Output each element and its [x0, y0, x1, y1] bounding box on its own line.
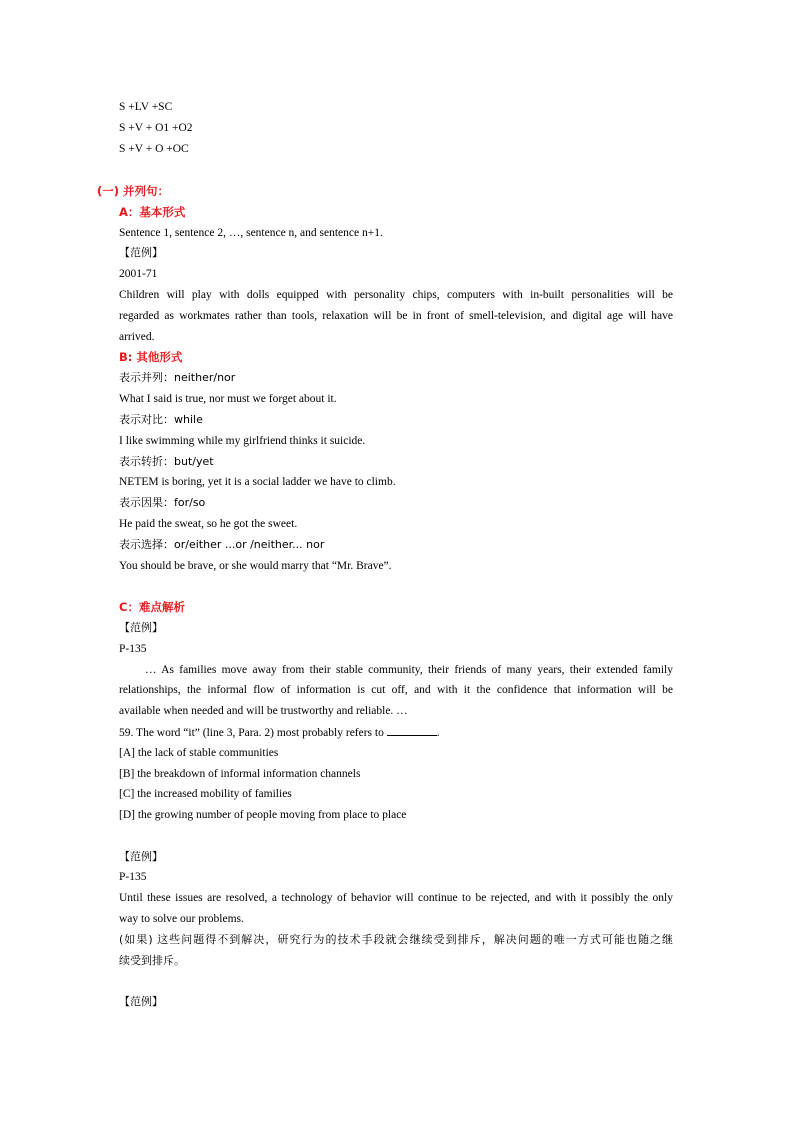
translation-line: (如果) 这些问题得不到解决，研究行为的技术手段就会继续受到排斥，解决问题的唯一方式可能也随之继: [119, 933, 673, 946]
subheading-b: B: 其他形式: [119, 350, 183, 364]
pattern-line: S +V + O1 +O2: [119, 122, 193, 134]
option-d: [D] the growing number of people moving from place to place: [119, 809, 407, 821]
subheading-a: A：基本形式: [119, 205, 186, 219]
question-line: [119, 725, 440, 740]
translation-line: 续受到排斥。: [119, 954, 185, 967]
formula-text: Sentence 1, sentence 2, …, sentence n, and sentence n+1.: [119, 227, 383, 239]
source-label: P-135: [119, 871, 147, 883]
pattern-line: S +V + O +OC: [119, 143, 189, 155]
form-label: 表示并列：neither/nor: [119, 371, 236, 384]
option-a: [A] the lack of stable communities: [119, 747, 279, 759]
section-heading: (一) 并列句：: [97, 184, 170, 198]
passage-line: relationships, the informal flow of information is cut off, and with it the confidence that information will be: [119, 684, 673, 696]
source-label: 2001-71: [119, 268, 158, 280]
answer-blank: [387, 725, 437, 736]
subheading-c: C：难点解析: [119, 600, 185, 614]
form-label: 表示因果：for/so: [119, 496, 206, 509]
form-label: 表示对比：while: [119, 413, 203, 426]
source-label: P-135: [119, 643, 147, 655]
example-label: 【范例】: [119, 246, 163, 259]
example-line: Children will play with dolls equipped with personality chips, computers with in-built personalities will be: [119, 289, 673, 301]
form-example: You should be brave, or she would marry that “Mr. Brave”.: [119, 560, 392, 572]
example-label: 【范例】: [119, 995, 163, 1008]
passage-line: available when needed and will be trustworthy and reliable. …: [119, 705, 408, 717]
option-c: [C] the increased mobility of families: [119, 788, 292, 800]
example-line: arrived.: [119, 331, 155, 343]
example-label: 【范例】: [119, 850, 163, 863]
question-end: .: [436, 727, 440, 739]
form-example: He paid the sweat, so he got the sweet.: [119, 518, 298, 530]
example-line: Until these issues are resolved, a technology of behavior will continue to be rejected, and with it possibly the only: [119, 892, 673, 904]
form-label: 表示转折：but/yet: [119, 455, 214, 468]
form-example: I like swimming while my girlfriend thinks it suicide.: [119, 435, 366, 447]
pattern-line: S +LV +SC: [119, 101, 173, 113]
form-label: 表示选择：or/either ...or /neither... nor: [119, 538, 325, 551]
question-text: 59. The word “it” (line 3, Para. 2) most probably refers to: [119, 727, 384, 739]
form-example: What I said is true, nor must we forget about it.: [119, 393, 337, 405]
passage-line: … As families move away from their stable community, their friends of many years, their extended family: [145, 664, 673, 676]
option-b: [B] the breakdown of informal information channels: [119, 768, 361, 780]
example-line: regarded as workmates rather than tools, relaxation will be in front of smell-television, and digital age will have: [119, 310, 673, 322]
example-line: way to solve our problems.: [119, 913, 244, 925]
form-example: NETEM is boring, yet it is a social ladder we have to climb.: [119, 476, 396, 488]
example-label: 【范例】: [119, 621, 163, 634]
